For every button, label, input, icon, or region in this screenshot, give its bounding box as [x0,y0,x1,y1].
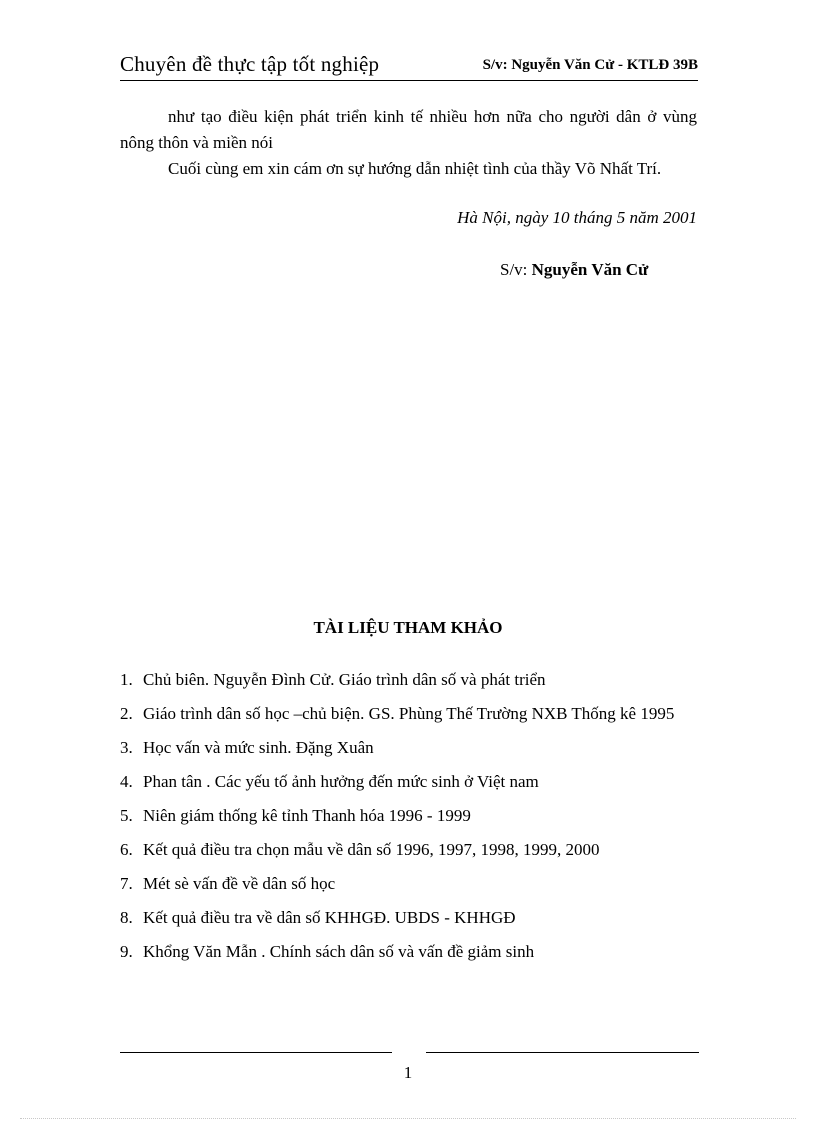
item-number: 8. [120,908,133,927]
item-text: Khổng Văn Mẫn . Chính sách dân số và vấn đề giảm sinh [143,942,535,961]
item-number: 7. [120,874,133,893]
list-item [120,834,700,866]
item-text: Giáo trình dân số học –chủ biện. GS. Phùng Thế Trường NXB Thống kê 1995 [143,704,675,723]
page-header [120,50,698,81]
signature-prefix: S/v: [500,260,532,279]
paragraph-text: Cuối cùng em xin cám ơn sự hướng dẫn nhiệt tình của thầy Võ Nhất Trí. [168,159,662,178]
references-list [120,664,700,970]
header-author: S/v: Nguyễn Văn Cử - KTLĐ 39B [482,57,698,73]
item-number: 3. [120,738,133,757]
item-text: Mét sè vấn đề về dân số học [143,874,336,893]
item-number: 1. [120,670,133,689]
signature [500,260,648,280]
item-text: Kết quả điều tra về dân số KHHGĐ. UBDS - KHHGĐ [143,908,516,927]
page-number: 1 [403,1063,413,1082]
item-number: 2. [120,704,133,723]
footer-rule-left [120,1052,392,1053]
item-number: 6. [120,840,133,859]
item-number: 5. [120,806,133,825]
date-line: Hà Nội, ngày 10 tháng 5 năm 2001 [457,208,697,227]
item-text: Kết quả điều tra chọn mẫu về dân số 1996, 1997, 1998, 1999, 2000 [143,840,600,859]
list-item [120,868,700,900]
list-item [120,902,700,934]
item-text: Niên giám thống kê tỉnh Thanh hóa 1996 - 1999 [143,806,471,825]
page-edge-divider [20,1118,796,1119]
list-item [120,766,700,798]
body-paragraph-1 [120,104,697,156]
item-text: Chủ biên. Nguyễn Đình Cử. Giáo trình dân số và phát triển [143,670,546,689]
references-title: TÀI LIỆU THAM KHẢO [313,618,503,637]
list-item [120,664,700,696]
item-text: Phan tân . Các yếu tố ảnh hưởng đến mức sinh ở Việt nam [143,772,539,791]
header-title: Chuyên đề thực tập tốt nghiệp [120,52,380,76]
signature-name: Nguyễn Văn Cử [531,260,649,279]
list-item [120,800,700,832]
item-number: 9. [120,942,133,961]
item-number: 4. [120,772,133,791]
paragraph-text: như tạo điều kiện phát triển kinh tế nhiều hơn nữa cho người dân ở vùng nông thôn và miền nói [120,107,697,152]
body-paragraph-2 [120,156,697,182]
list-item [120,732,700,764]
list-item [120,936,700,968]
item-text: Học vấn và mức sinh. Đặng Xuân [143,738,374,757]
list-item [120,698,700,730]
footer-rule-right [426,1052,699,1053]
